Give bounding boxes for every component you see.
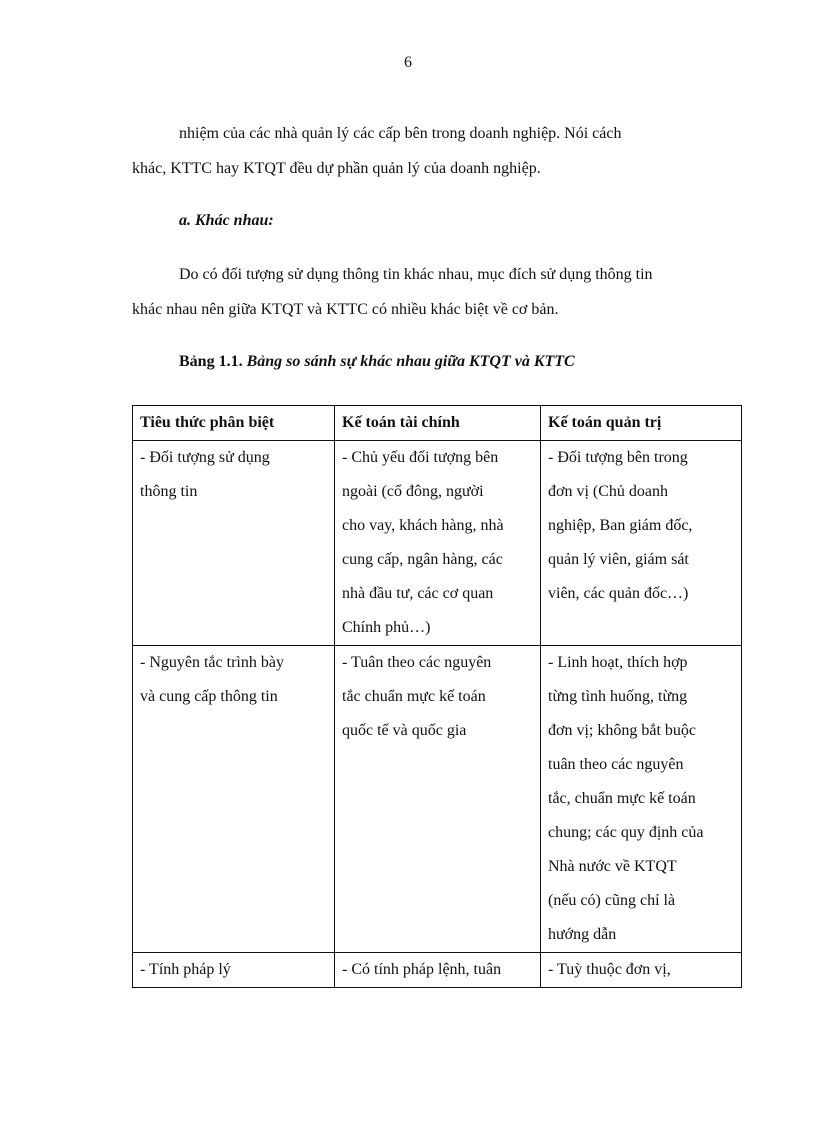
cell-management-accounting [541, 953, 742, 988]
table-row [133, 646, 742, 953]
header-financial-accounting: Kế toán tài chính [335, 406, 541, 441]
cell-management-accounting [541, 441, 742, 646]
cell-line: thông tin [140, 483, 198, 500]
paragraph-1-line-2: khác, KTTC hay KTQT đều dự phần quản lý của doanh nghiệp. [132, 159, 541, 177]
cell-line: cung cấp, ngân hàng, các [342, 551, 503, 568]
cell-line: tắc, chuẩn mực kế toán [548, 790, 696, 807]
cell-line: - Tính pháp lý [140, 961, 231, 978]
cell-line: - Có tính pháp lệnh, tuân [342, 961, 502, 978]
cell-line: ngoài (cổ đông, người [342, 483, 484, 500]
cell-line: hướng dẫn [548, 926, 617, 943]
section-heading: a. Khác nhau: [179, 212, 274, 229]
paragraph-1-line-1: nhiệm của các nhà quản lý các cấp bên trong doanh nghiệp. Nói cách [179, 125, 622, 142]
cell-line: - Chủ yếu đối tượng bên [342, 449, 499, 466]
cell-line: - Đối tượng sử dụng [140, 449, 270, 466]
cell-criteria [133, 953, 335, 988]
cell-line: cho vay, khách hàng, nhà [342, 517, 504, 534]
cell-line: quản lý viên, giám sát [548, 551, 689, 568]
paragraph-2-line-2: khác nhau nên giữa KTQT và KTTC có nhiều khác biệt về cơ bản. [132, 300, 559, 318]
cell-line: tắc chuẩn mực kế toán [342, 688, 486, 705]
cell-financial-accounting [335, 441, 541, 646]
cell-criteria [133, 441, 335, 646]
paragraph-2 [132, 258, 748, 327]
cell-line: đơn vị; không bắt buộc [548, 722, 696, 739]
cell-line: - Linh hoạt, thích hợp [548, 654, 688, 671]
cell-line: Chính phủ…) [342, 619, 431, 636]
cell-management-accounting [541, 646, 742, 953]
header-management-accounting: Kế toán quản trị [541, 406, 742, 441]
cell-line: chung; các quy định của [548, 824, 704, 841]
header-criteria: Tiêu thức phân biệt [133, 406, 335, 441]
cell-line: - Nguyên tắc trình bày [140, 654, 284, 671]
cell-line: Nhà nước về KTQT [548, 858, 677, 875]
cell-line: (nếu có) cũng chỉ là [548, 892, 676, 909]
cell-line: - Tuỳ thuộc đơn vị, [548, 961, 671, 978]
cell-criteria [133, 646, 335, 953]
table-row [133, 953, 742, 988]
table-caption [179, 353, 575, 371]
cell-line: nhà đầu tư, các cơ quan [342, 585, 494, 602]
cell-financial-accounting [335, 953, 541, 988]
cell-line: đơn vị (Chủ doanh [548, 483, 669, 500]
table-caption-title: Bảng so sánh sự khác nhau giữa KTQT và KTTC [246, 353, 575, 370]
cell-line: viên, các quản đốc…) [548, 585, 689, 602]
comparison-table [132, 405, 742, 988]
cell-line: quốc tế và quốc gia [342, 722, 467, 739]
table-header-row [133, 406, 742, 441]
cell-line: nghiệp, Ban giám đốc, [548, 517, 693, 534]
cell-line: - Đối tượng bên trong [548, 449, 688, 466]
table-caption-label: Bảng 1.1. [179, 353, 243, 370]
cell-line: tuân theo các nguyên [548, 756, 684, 773]
cell-line: - Tuân theo các nguyên [342, 654, 492, 671]
cell-line: và cung cấp thông tin [140, 688, 278, 705]
page-number: 6 [404, 54, 412, 71]
cell-line: từng tình huống, từng [548, 688, 688, 705]
paragraph-1 [132, 117, 748, 186]
table-row [133, 441, 742, 646]
paragraph-2-line-1: Do có đối tượng sử dụng thông tin khác nhau, mục đích sử dụng thông tin [179, 266, 653, 283]
cell-financial-accounting [335, 646, 541, 953]
